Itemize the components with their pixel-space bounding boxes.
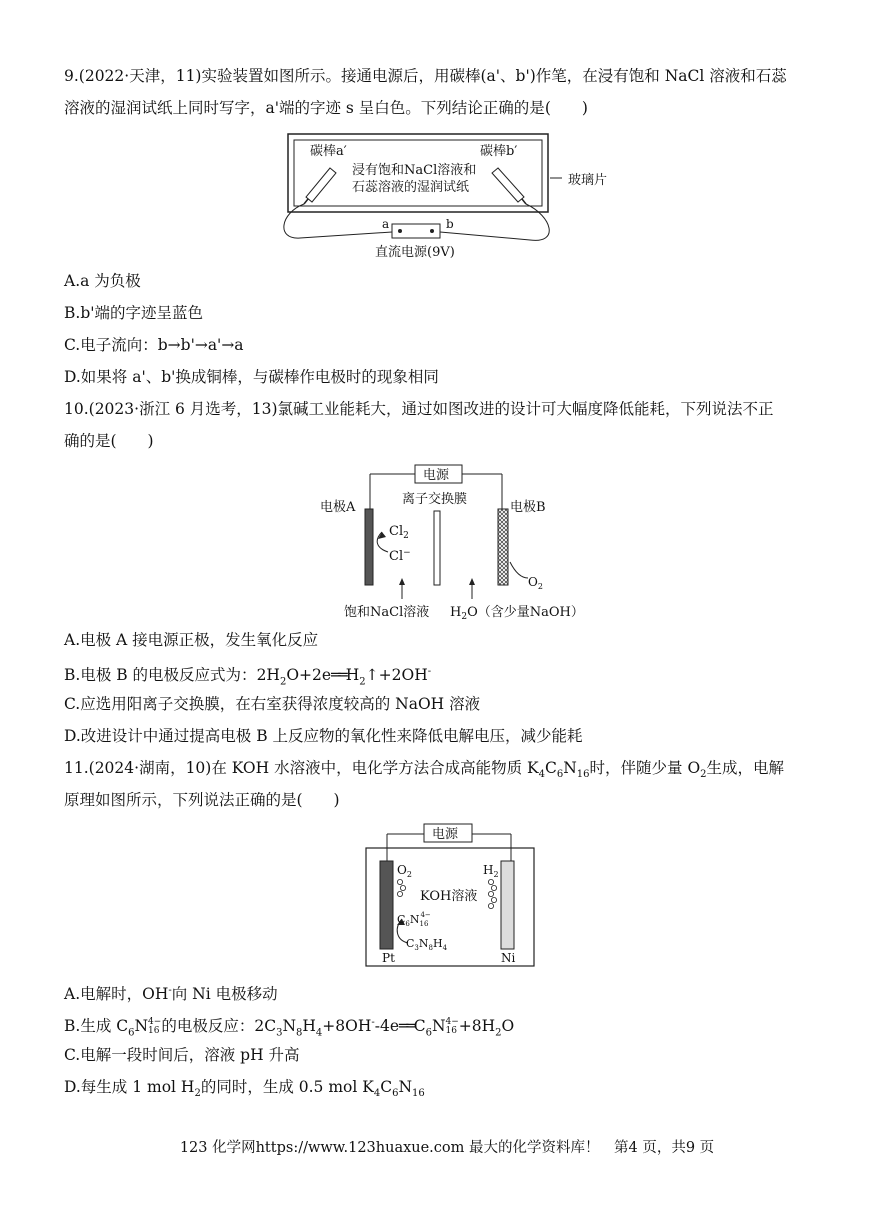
q9-wire-right [440, 204, 549, 240]
q10-feed-right: $H_2O$（含少量NaOH） [450, 605, 584, 622]
q9-paper-label-2: 石蕊溶液的湿润试纸 [352, 180, 470, 195]
q10-electrode-a-label: 电极A [320, 500, 356, 515]
q10-feed-left: 饱和NaCl溶液 [344, 605, 430, 620]
q9-rod-b [492, 168, 526, 204]
q9-terminal-b: b [446, 217, 454, 231]
q10-electrode-b [498, 509, 508, 585]
q11-solution-label: KOH溶液 [420, 889, 478, 904]
q10-figure [310, 462, 600, 624]
q10-o2-curve [510, 562, 528, 578]
q10-membrane-label: 离子交换膜 [402, 492, 468, 507]
q9-option-d: D.如果将 a'、b'换成铜棒，与碳棒作电极时的现象相同 [64, 368, 439, 386]
q9-glass-label: 玻璃片 [568, 173, 608, 188]
q10-cl-ion-label: Cl− [389, 548, 411, 564]
q9-power-label: 直流电源(9V) [375, 245, 455, 260]
q10-electrode-b-label: 电极B [510, 500, 546, 515]
q11-pt-label: Pt [382, 951, 395, 965]
q9-rod-a [304, 168, 336, 204]
q10-power-label: 电源 [423, 468, 450, 483]
q10-electrode-a [365, 509, 373, 585]
q9-option-b: B.b'端的字迹呈蓝色 [64, 304, 204, 322]
q10-option-a: A.电极 A 接电源正极，发生氧化反应 [64, 631, 319, 649]
q11-stem-line1: 11.(2024·湖南，10)在 KOH 水溶液中，电化学方法合成高能物质 $K_4C_6N_{16}$时，伴随少量 $O_2$生成，电解 [64, 759, 785, 781]
q11-power-label: 电源 [432, 827, 459, 842]
q11-stem-line2: 原理如图所示，下列说法正确的是( ) [64, 791, 340, 809]
q10-stem-line1: 10.(2023·浙江 6 月选考，13)氯碱工业能耗大，通过如图改进的设计可大幅度降低能耗，下列说法不正 [64, 400, 774, 418]
q11-ni-label: Ni [501, 951, 516, 965]
page-footer: 123 化学网https://www.123huaxue.com 最大的化学资料库！ 第4 页，共9 页 [179, 1140, 715, 1156]
q11-option-a: A.电解时，OH-向 Ni 电极移动 [64, 985, 278, 1004]
q10-stem-line2: 确的是( ) [64, 432, 154, 450]
q9-stem-line1: 9.(2022·天津，11)实验装置如图所示。接通电源后，用碳棒(a'、b')作笔，在浸有饱和 NaCl 溶液和石蕊 [64, 67, 787, 85]
q11-option-c: C.电解一段时间后，溶液 pH 升高 [64, 1046, 300, 1064]
q11-electrode-pt [380, 861, 393, 949]
q9-wire-left [284, 204, 392, 238]
q11-figure [360, 820, 545, 970]
q10-option-d: D.改进设计中通过提高电极 B 上反应物的氧化性来降低电解电压，减少能耗 [64, 727, 583, 745]
q9-rod-a-label: 碳棒a′ [310, 144, 347, 159]
q9-paper-label-1: 浸有饱和NaCl溶液和 [352, 163, 477, 178]
q10-o2-label: $O_2$ [528, 575, 543, 591]
q9-rod-b-label: 碳棒b′ [480, 144, 518, 159]
q9-terminal-a: a [382, 217, 390, 231]
q10-option-b: B.电极 B 的电极反应式为：$2H_2O+2e══H_2↑+2OH^-$ [64, 666, 432, 688]
q11-anion-label: $C_6N_{16}4-$ [397, 911, 431, 928]
q10-option-c: C.应选用阳离子交换膜，在右室获得浓度较高的 NaOH 溶液 [64, 695, 481, 713]
q9-figure [280, 128, 660, 263]
q9-option-c: C.电子流向：b→b'→a'→a [64, 336, 244, 354]
q9-stem-line2: 溶液的湿润试纸上同时写字，a'端的字迹 s 呈白色。下列结论正确的是( ) [64, 99, 588, 117]
q11-o2-label: $O_2$ [397, 863, 412, 879]
q11-reactant-label: $C_3N_8H_4$ [406, 937, 448, 952]
q10-cl2-label: $Cl_2$ [389, 524, 409, 541]
q11-h2-label: $H_2$ [483, 863, 499, 879]
q11-electrode-ni [501, 861, 514, 949]
q9-option-a: A.a 为负极 [64, 272, 141, 290]
q11-option-b: B.生成 $C_6N$ 4− 16 的电极反应：$2C_3N_8H_4+8OH^--4e══C_6N$ 4− 16 $+8H_2O$ [64, 1017, 515, 1039]
q10-membrane [434, 511, 440, 585]
q11-option-d: D.每生成 1 mol $H_2$的同时，生成 0.5 mol $K_4C_6N_{16}$ [64, 1078, 425, 1100]
